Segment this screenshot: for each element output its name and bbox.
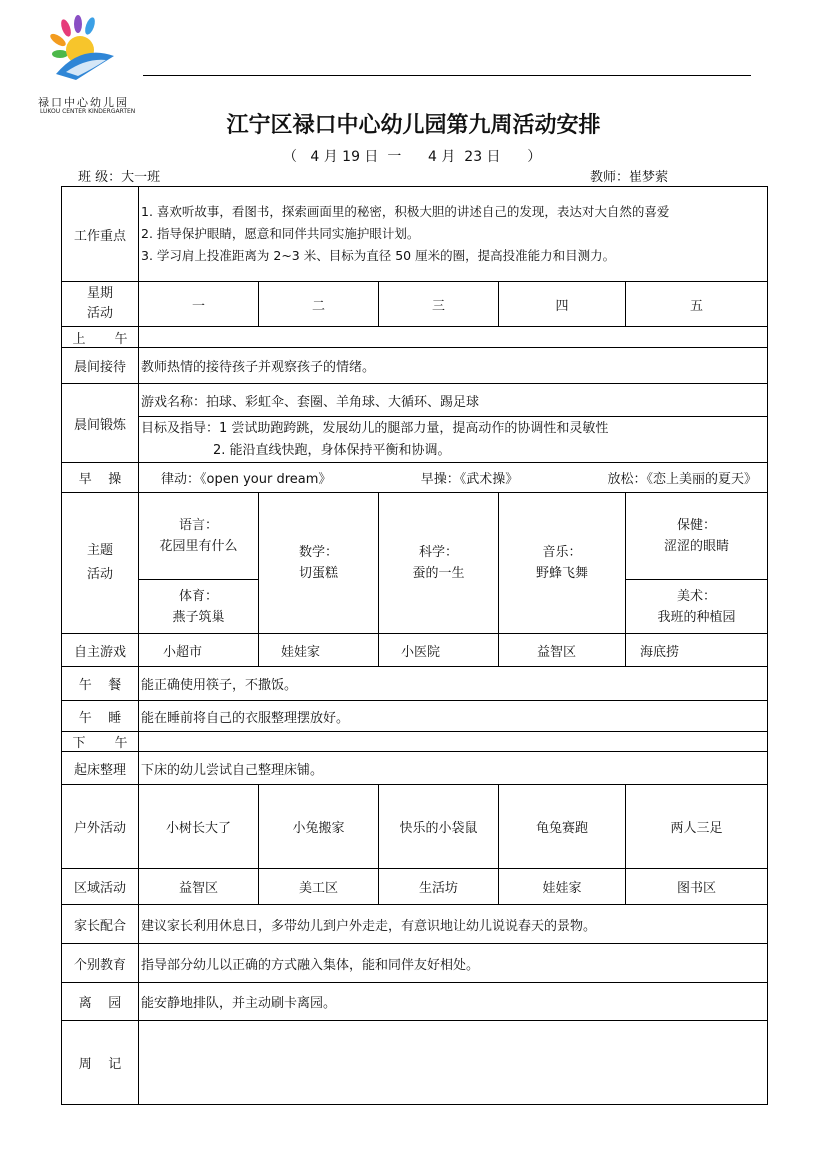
morning-exercise-row <box>62 463 768 493</box>
theme-tue-title: 切蛋糕 <box>298 566 338 581</box>
reception-label: 晨间接待 <box>62 348 139 384</box>
theme-wed <box>379 493 499 634</box>
schedule-table <box>61 186 768 1105</box>
nap-label: 午 睡 <box>62 701 139 732</box>
day-thu: 四 <box>499 282 626 327</box>
free-play-fri: 海底捞 <box>626 634 768 667</box>
outdoor-fri: 两人三足 <box>626 785 768 869</box>
weekday-label-bottom: 活动 <box>86 306 113 321</box>
exercise-goals <box>139 417 768 463</box>
reception-row <box>62 348 768 384</box>
nap-row <box>62 701 768 732</box>
area-mon: 益智区 <box>139 869 259 905</box>
day-fri: 五 <box>626 282 768 327</box>
am-empty <box>139 327 768 348</box>
weekday-label <box>62 282 139 327</box>
exercise-goal-2: 2. 能沿直线快跑，身体保持平衡和协调。 <box>213 442 451 458</box>
exercise-row-1 <box>62 384 768 417</box>
weekly-text <box>139 1021 768 1105</box>
wakeup-label: 起床整理 <box>62 752 139 785</box>
leave-row <box>62 983 768 1021</box>
lunch-label: 午 餐 <box>62 667 139 701</box>
wakeup-row <box>62 752 768 785</box>
pm-empty <box>139 732 768 752</box>
wakeup-text: 下床的幼儿尝试自己整理床铺。 <box>139 752 768 785</box>
theme-label <box>62 493 139 634</box>
morning-drill: 早操：《武术操》 <box>420 472 519 487</box>
focus-item: 2. 指导保护眼睛，愿意和同伴共同实施护眼计划。 <box>141 226 420 241</box>
focus-item: 1. 喜欢听故事，看图书，探索画面里的秘密，积极大胆的讲述自己的发现，表达对大自然的喜爱 <box>141 204 670 219</box>
area-thu: 娃娃家 <box>499 869 626 905</box>
pm-row <box>62 732 768 752</box>
header-divider <box>143 75 751 76</box>
free-play-tue: 娃娃家 <box>259 634 379 667</box>
area-wed: 生活坊 <box>379 869 499 905</box>
parents-row <box>62 905 768 944</box>
exercise-row-2 <box>62 417 768 463</box>
theme-thu-subject: 音乐： <box>542 545 582 560</box>
parents-text: 建议家长利用休息日，多带幼儿到户外走走，有意识地让幼儿说说春天的景物。 <box>139 905 768 944</box>
individual-text: 指导部分幼儿以正确的方式融入集体，能和同伴友好相处。 <box>139 944 768 983</box>
theme-row-1 <box>62 493 768 580</box>
free-play-mon: 小超市 <box>139 634 259 667</box>
area-row <box>62 869 768 905</box>
individual-row <box>62 944 768 983</box>
focus-label: 工作重点 <box>62 187 139 282</box>
theme-mon-bottom-subject: 体育： <box>178 588 218 604</box>
outdoor-thu: 龟兔赛跑 <box>499 785 626 869</box>
leave-text: 能安静地排队，并主动刷卡离园。 <box>139 983 768 1021</box>
theme-fri-bottom-title: 我班的种植园 <box>657 609 736 625</box>
day-tue: 二 <box>259 282 379 327</box>
theme-mon-top <box>139 493 259 580</box>
am-row <box>62 327 768 348</box>
lunch-text: 能正确使用筷子，不撒饭。 <box>139 667 768 701</box>
weekly-row <box>62 1021 768 1105</box>
weekday-row <box>62 282 768 327</box>
outdoor-label: 户外活动 <box>62 785 139 869</box>
theme-mon-top-subject: 语言： <box>178 518 218 533</box>
lunch-row <box>62 667 768 701</box>
logo-subtitle: LUKOU CENTER KINDERGARTEN <box>40 108 136 115</box>
day-wed: 三 <box>379 282 499 327</box>
outdoor-row <box>62 785 768 869</box>
logo-graphic <box>36 14 126 94</box>
outdoor-tue: 小兔搬家 <box>259 785 379 869</box>
theme-wed-title: 蚕的一生 <box>412 566 465 581</box>
focus-item: 3. 学习肩上投准距离为 2~3 米、目标为直径 50 厘米的圈，提高投准能力和目测力。 <box>141 248 616 263</box>
area-fri: 图书区 <box>626 869 768 905</box>
free-play-label: 自主游戏 <box>62 634 139 667</box>
theme-fri-top <box>626 493 768 580</box>
pm-label: 下 午 <box>62 732 139 752</box>
day-mon: 一 <box>139 282 259 327</box>
theme-tue <box>259 493 379 634</box>
weekday-label-top: 星期 <box>86 286 113 301</box>
focus-content <box>139 187 768 282</box>
theme-wed-subject: 科学： <box>418 545 458 560</box>
theme-fri-bottom-subject: 美术： <box>677 588 717 604</box>
exercise-goal-1: 目标及指导：1 尝试助跑跨跳，发展幼儿的腿部力量，提高动作的协调性和灵敏性 <box>141 420 609 436</box>
am-label: 上 午 <box>62 327 139 348</box>
reception-text: 教师热情的接待孩子并观察孩子的情绪。 <box>139 348 768 384</box>
theme-tue-subject: 数学： <box>298 545 338 560</box>
area-tue: 美工区 <box>259 869 379 905</box>
morning-rhythm: 律动：《open your dream》 <box>161 472 332 487</box>
morning-exercise-label: 早 操 <box>62 463 139 493</box>
free-play-wed: 小医院 <box>379 634 499 667</box>
outdoor-wed: 快乐的小袋鼠 <box>379 785 499 869</box>
parents-label: 家长配合 <box>62 905 139 944</box>
individual-label: 个别教育 <box>62 944 139 983</box>
theme-fri-top-subject: 保健： <box>677 518 717 533</box>
weekly-label: 周 记 <box>62 1021 139 1105</box>
morning-relax: 放松：《恋上美丽的夏天》 <box>607 472 758 487</box>
theme-label-bottom: 活动 <box>86 567 113 582</box>
free-play-thu: 益智区 <box>499 634 626 667</box>
leave-label: 离 园 <box>62 983 139 1021</box>
theme-fri-bottom <box>626 580 768 634</box>
page-title: 江宁区禄口中心幼儿园第九周活动安排 <box>226 112 601 138</box>
morning-exercise-content <box>139 463 768 493</box>
exercise-label: 晨间锻炼 <box>62 384 139 463</box>
free-play-row <box>62 634 768 667</box>
theme-mon-bottom <box>139 580 259 634</box>
theme-mon-bottom-title: 燕子筑巢 <box>172 609 225 625</box>
exercise-games: 游戏名称：拍球、彩虹伞、套圈、羊角球、大循环、踢足球 <box>139 384 768 417</box>
theme-thu <box>499 493 626 634</box>
area-label: 区域活动 <box>62 869 139 905</box>
theme-label-top: 主题 <box>86 543 113 558</box>
theme-fri-top-title: 涩涩的眼睛 <box>664 539 730 554</box>
class-label: 班 级：大一班 <box>78 170 161 185</box>
date-range: （ 4 月 19 日 一 4 月 23 日 ） <box>283 149 542 165</box>
theme-mon-top-title: 花园里有什么 <box>159 539 238 554</box>
logo-name: 禄口中心幼儿园 <box>38 96 129 109</box>
outdoor-mon: 小树长大了 <box>139 785 259 869</box>
theme-thu-title: 野蜂飞舞 <box>535 566 588 581</box>
focus-row <box>62 187 768 282</box>
teacher-label: 教师：崔梦萦 <box>590 170 669 185</box>
nap-text: 能在睡前将自己的衣服整理摆放好。 <box>139 701 768 732</box>
